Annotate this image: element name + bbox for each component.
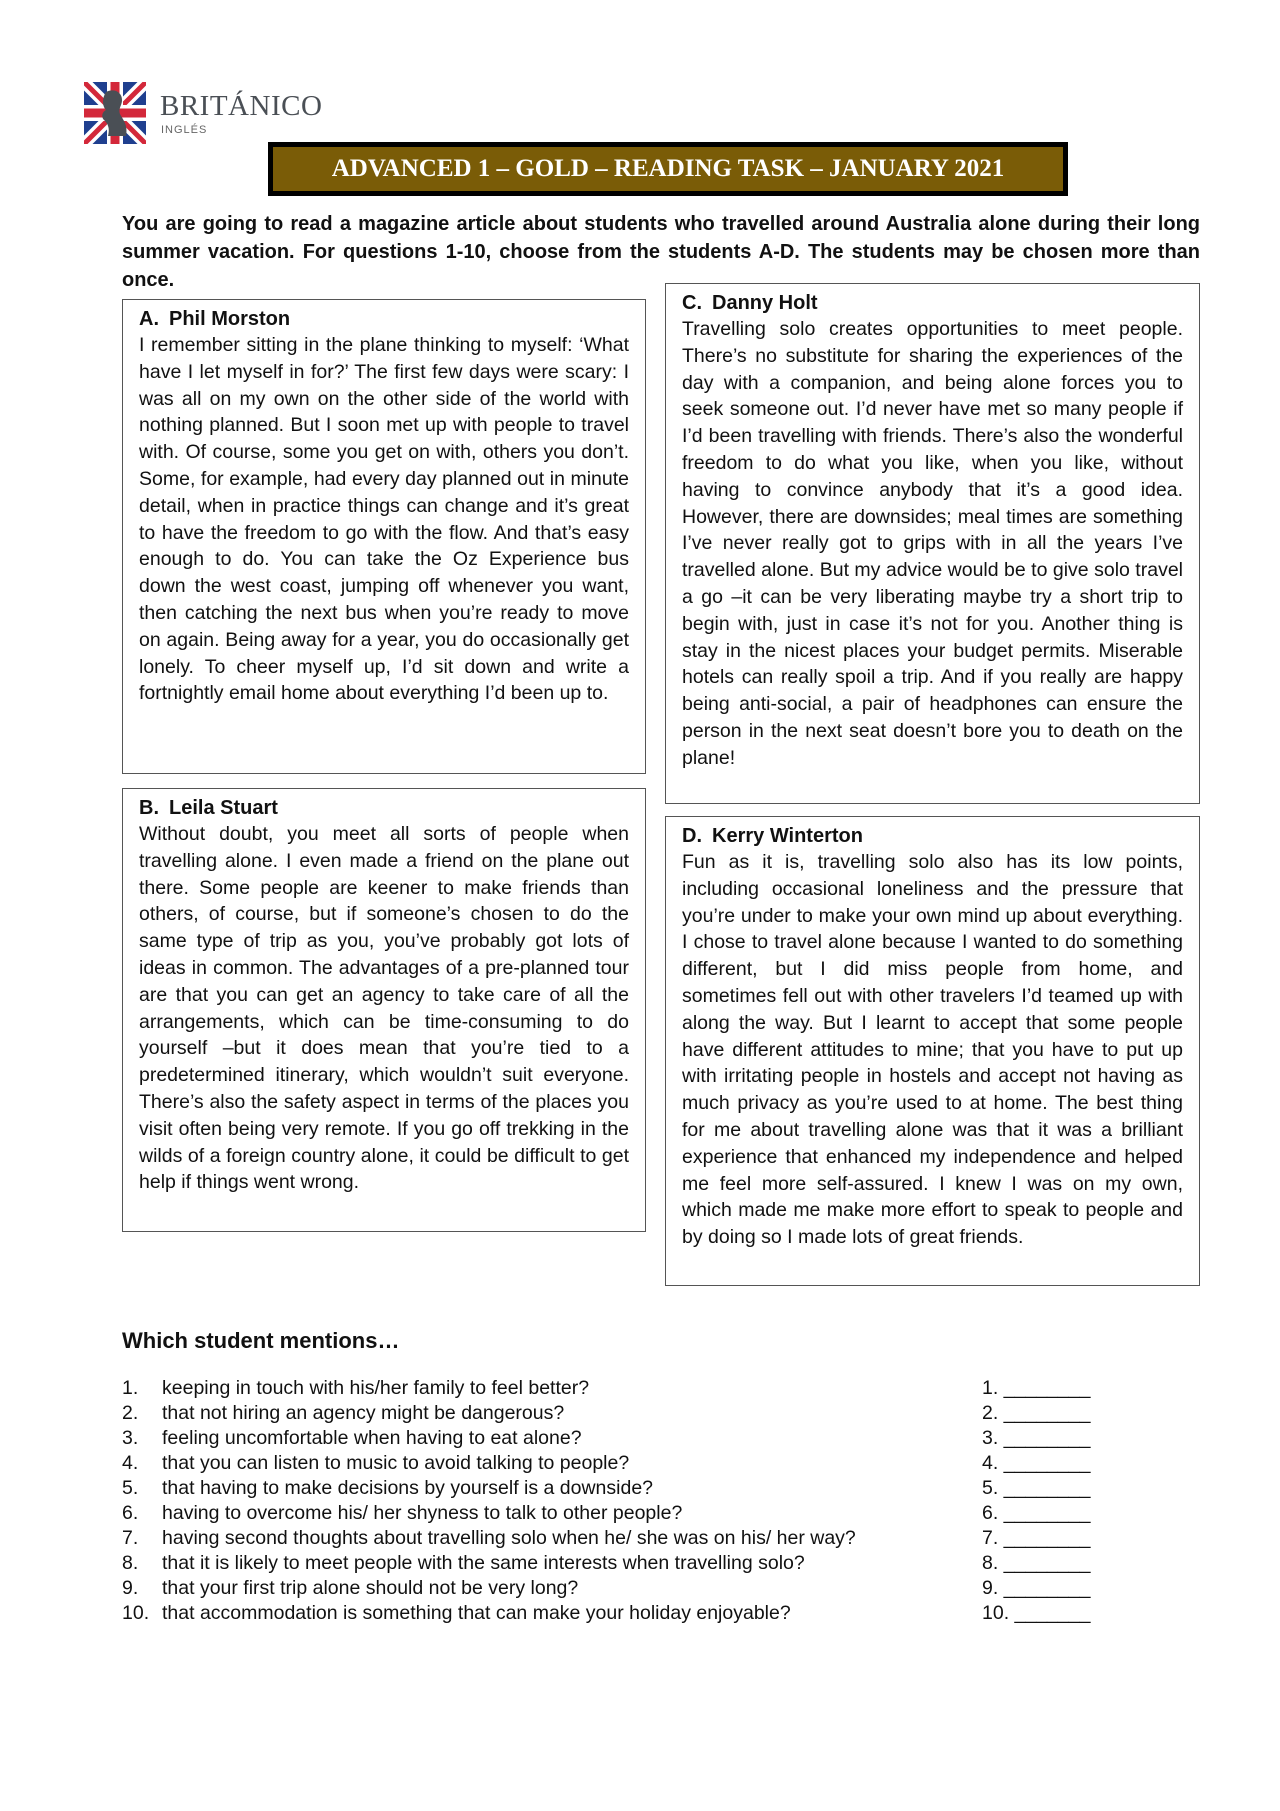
student-letter: C. xyxy=(682,292,702,314)
answer-blank[interactable]: 6. ________ xyxy=(982,1502,1091,1524)
question-text: that accommodation is something that can make your holiday enjoyable? xyxy=(162,1602,791,1624)
britanico-logo xyxy=(84,82,323,144)
student-name: Danny Holt xyxy=(712,292,818,314)
student-box-d xyxy=(665,816,1200,1286)
student-letter: B. xyxy=(139,797,159,819)
question-number: 3. xyxy=(122,1427,139,1449)
question-text: having second thoughts about travelling solo when he/ she was on his/ her way? xyxy=(162,1527,856,1549)
question-text: that having to make decisions by yourself is a downside? xyxy=(162,1477,654,1499)
question-number: 4. xyxy=(122,1452,139,1474)
answer-blank[interactable]: 9. ________ xyxy=(982,1577,1091,1599)
question-number: 10. xyxy=(122,1602,150,1624)
student-text: Travelling solo creates opportunities to meet people. There’s no substitute for sharing the experiences of the day with a companion, and being alone forces you to seek someone out. I’d never have met so many people if I’d been travelling with friends. There’s also the wonderful freedom to do what you like, when you like, without having to convince anybody that it’s a good idea. However, there are downsides; meal times are something I’ve never really got to grips with in all the years I’ve travelled alone. But my advice would be to give solo travel a go –it can be very liberating maybe try a short trip to begin with, just in case it’s not for you. Another thing is stay in the nicest places your budget permits. Miserable hotels can really spoil a trip. And if you really are happy being anti-social, a pair of headphones can ensure the person in the next seat doesn’t bore you to death on the plane! xyxy=(682,318,1183,769)
question-item xyxy=(122,1401,1122,1426)
student-heading xyxy=(139,795,629,821)
student-text: Fun as it is, travelling solo also has its low points, including occasional loneliness and the pressure that you’re under to make your own mind up about everything. I chose to travel alone because I wanted to do something different, but I did miss people from home, and sometimes fell out with other travelers I’d teamed up with along the way. But I learnt to accept that some people have different attitudes to mine; that you have to put up with irritating people in hostels and accept not having as much privacy as you’re used to at home. The best thing for me about travelling alone was that it was a brilliant experience that enhanced my independence and helped me feel more self-assured. I knew I was on my own, which made me make more effort to speak to people and by doing so I made lots of great friends. xyxy=(682,851,1183,1249)
questions-list xyxy=(122,1376,1122,1626)
question-item xyxy=(122,1376,1122,1401)
student-heading xyxy=(139,306,629,332)
question-item xyxy=(122,1451,1122,1476)
question-number: 1. xyxy=(122,1377,139,1399)
questions-heading: Which student mentions… xyxy=(122,1328,400,1353)
question-text: that not hiring an agency might be dangerous? xyxy=(162,1402,565,1424)
question-text: feeling uncomfortable when having to eat alone? xyxy=(162,1427,582,1449)
answer-blank[interactable]: 3. ________ xyxy=(982,1427,1091,1449)
question-item xyxy=(122,1501,1122,1526)
question-text: that you can listen to music to avoid talking to people? xyxy=(162,1452,630,1474)
student-box-a xyxy=(122,299,646,774)
answer-blank[interactable]: 10. _______ xyxy=(982,1602,1091,1624)
page-title: ADVANCED 1 – GOLD – READING TASK – JANUARY 2021 xyxy=(331,155,1005,182)
answer-blank[interactable]: 8. ________ xyxy=(982,1552,1091,1574)
question-text: having to overcome his/ her shyness to talk to other people? xyxy=(162,1502,683,1524)
student-letter: D. xyxy=(682,825,702,847)
question-number: 7. xyxy=(122,1527,139,1549)
answer-blank[interactable]: 5. ________ xyxy=(982,1477,1091,1499)
answer-blank[interactable]: 7. ________ xyxy=(982,1527,1091,1549)
logo-wordmark: BRITÁNICO xyxy=(160,90,323,122)
student-box-c xyxy=(665,283,1200,804)
question-number: 9. xyxy=(122,1577,139,1599)
student-name: Kerry Winterton xyxy=(712,825,863,847)
question-text: that it is likely to meet people with the same interests when travelling solo? xyxy=(162,1552,805,1574)
student-text: I remember sitting in the plane thinking to myself: ‘What have I let myself in for?’ The first few days were scary: I was all on my own on the other side of the world with nothing planned. But I soon met up with people to travel with. Of course, some you get on with, others you don’t. Some, for example, had every day planned out in minute detail, when in practice things can change and it’s great to have the freedom to go with the flow. And that’s easy enough to do. You can take the Oz Experience bus down the west coast, jumping off whenever you want, then catching the next bus when you’re ready to move on again. Being away for a year, you do occasionally get lonely. To cheer myself up, I’d sit down and write a fortnightly email home about everything I’d been up to. xyxy=(139,334,629,705)
question-item xyxy=(122,1526,1122,1551)
answer-blank[interactable]: 2. ________ xyxy=(982,1402,1091,1424)
question-item xyxy=(122,1601,1122,1626)
student-text: Without doubt, you meet all sorts of people when travelling alone. I even made a friend on the plane out there. Some people are keener to make friends than others, of course, but if someone’s chosen to do the same type of trip as you, you’ve probably got lots of ideas in common. The advantages of a pre-planned tour are that you can get an agency to take care of all the arrangements, which can be time-consuming to do yourself –but it does mean that you’re tied to a predetermined itinerary, which wouldn’t suit everyone. There’s also the safety aspect in terms of the places you visit often being very remote. If you go off trekking in the wilds of a foreign country alone, it could be difficult to get help if things went wrong. xyxy=(139,823,629,1194)
answer-blank[interactable]: 1. ________ xyxy=(982,1377,1091,1399)
student-name: Phil Morston xyxy=(169,308,291,330)
question-text: that your first trip alone should not be very long? xyxy=(162,1577,579,1599)
student-heading xyxy=(682,290,1183,316)
student-letter: A. xyxy=(139,308,159,330)
question-number: 8. xyxy=(122,1552,139,1574)
question-item xyxy=(122,1476,1122,1501)
student-heading xyxy=(682,823,1183,849)
logo-subtitle: INGLÉS xyxy=(161,124,208,136)
answer-blank[interactable]: 4. ________ xyxy=(982,1452,1091,1474)
question-number: 5. xyxy=(122,1477,139,1499)
title-banner xyxy=(268,142,1068,196)
student-name: Leila Stuart xyxy=(169,797,278,819)
question-item xyxy=(122,1426,1122,1451)
question-item xyxy=(122,1551,1122,1576)
question-number: 2. xyxy=(122,1402,139,1424)
instructions: You are going to read a magazine article about students who travelled around Australia alone during their long summer vacation. For questions 1-10, choose from the students A-D. The students may be chosen more than once. xyxy=(122,213,1200,291)
question-text: keeping in touch with his/her family to feel better? xyxy=(162,1377,590,1399)
student-box-b xyxy=(122,788,646,1232)
union-jack-lion-icon xyxy=(84,82,146,144)
question-item xyxy=(122,1576,1122,1601)
question-number: 6. xyxy=(122,1502,139,1524)
